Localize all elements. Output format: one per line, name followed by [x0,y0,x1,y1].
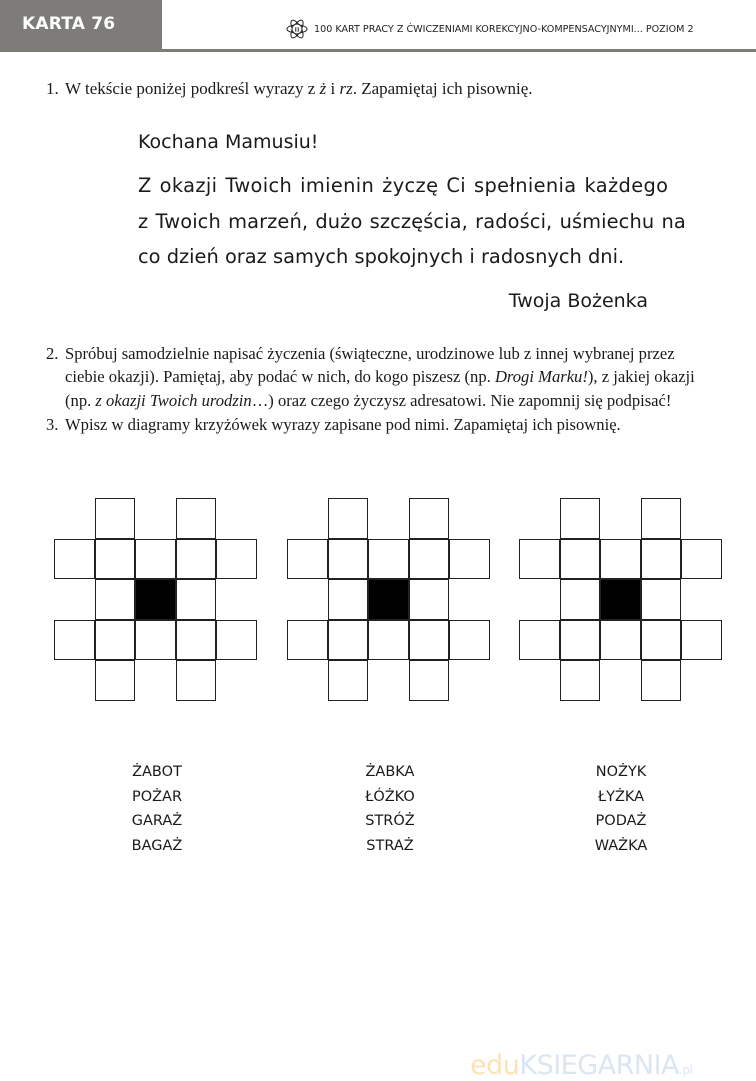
instruction-text: ciebie okazji). Pamiętaj, aby podać w nich, do kogo piszesz (np. [65,367,495,387]
word: ŻABOT [132,764,182,780]
crossword-cell[interactable] [560,539,601,580]
word: POŻAR [131,788,183,805]
watermark-part: edu [470,1050,520,1081]
task-number: 1. [46,79,59,98]
crossword-cell[interactable] [449,539,490,580]
crossword-cell[interactable] [560,660,601,701]
book-title-text: 100 KART PRACY Z ĆWICZENIAMI KOREKCYJNO-KOMPENSACYJNYMI... POZIOM 2 [314,23,694,35]
crossword-cell[interactable] [681,539,722,580]
crossword-grid-3 [519,498,722,701]
crossword-cell[interactable] [560,498,601,539]
crossword-cell[interactable] [641,579,682,620]
word: STRAŻ [366,837,414,854]
svg-text:II: II [294,26,300,34]
letter-line: co dzień oraz samych spokojnych i radosnych dni. [138,245,625,268]
crossword-cell[interactable] [368,539,409,580]
crossword-cell[interactable] [176,620,217,661]
task-number: 3. [46,415,59,434]
letter-greeting: Kochana Mamusiu! [138,131,319,153]
example-italic: z okazji Twoich urodzin [95,390,252,410]
watermark-part: .pl [679,1063,693,1077]
task-2 [46,342,756,412]
task-2-instruction [65,342,756,412]
crossword-cell[interactable] [176,660,217,701]
crossword-cell[interactable] [328,660,369,701]
task-number: 2. [46,344,59,363]
crossword-cell[interactable] [600,620,641,661]
word: ŁYŻKA [597,788,645,805]
atom-roman-two-icon [286,18,308,40]
word: GARAŻ [131,813,183,829]
example-italic: Drogi Marku! [494,367,588,387]
watermark-part: KSIEGARNIA [519,1050,680,1081]
crossword-cell[interactable] [135,539,176,580]
crossword-cell[interactable] [409,539,450,580]
crossword-cell[interactable] [560,579,601,620]
crossword-cell[interactable] [95,539,136,580]
crossword-cell[interactable] [287,539,328,580]
word: WAŻKA [594,837,648,854]
crossword-cell[interactable] [368,620,409,661]
letter-line: z Twoich marzeń, dużo szczęścia, radości, uśmiechu na [138,209,686,233]
crossword-black-cell [600,579,641,620]
crossword-cell[interactable] [95,660,136,701]
task-1-instruction [65,78,726,100]
book-title [286,18,694,40]
crossword-cell[interactable] [409,498,450,539]
crossword-cell[interactable] [95,498,136,539]
crossword-cell[interactable] [176,579,217,620]
task-3 [46,413,756,436]
instruction-text: (np. [65,390,96,410]
card-number-label: KARTA 76 [22,14,116,34]
instruction-text: …) oraz czego życzysz adresatowi. Nie zapomnij się podpisać! [251,390,672,410]
crossword-cell[interactable] [409,579,450,620]
crossword-cell[interactable] [449,620,490,661]
crossword-cell[interactable] [641,620,682,661]
instruction-text: W tekście poniżej podkreśl wyrazy z [65,79,320,98]
crossword-cell[interactable] [328,620,369,661]
word: NOŻYK [595,764,647,780]
word: BAGAŻ [131,837,183,854]
crossword-cell[interactable] [409,660,450,701]
instruction-line [65,365,756,388]
instruction-line [65,389,756,412]
crossword-cell[interactable] [287,620,328,661]
crossword-cell[interactable] [519,539,560,580]
card-number-tab [0,0,162,50]
crossword-cell[interactable] [519,620,560,661]
word-list-1 [87,760,227,858]
instruction-text: . Zapamiętaj ich pisownię. [352,79,533,98]
word-list-2 [320,760,460,858]
crossword-cell[interactable] [54,620,95,661]
task-3-instruction: Wpisz w diagramy krzyżówek wyrazy zapisane pod nimi. Zapamiętaj ich pisownię. [65,415,621,434]
crossword-cell[interactable] [328,498,369,539]
crossword-cell[interactable] [54,539,95,580]
crossword-cell[interactable] [216,620,257,661]
instruction-text: i [326,79,340,98]
watermark-logo [470,1050,692,1081]
header-divider [0,49,756,52]
word: PODAŻ [595,813,647,829]
word-list-3 [551,760,691,858]
crossword-black-cell [135,579,176,620]
crossword-cell[interactable] [641,498,682,539]
crossword-cell[interactable] [216,539,257,580]
crossword-grid-1 [54,498,257,701]
instruction-italic: ż [319,79,327,98]
instruction-italic: rz [339,79,353,98]
crossword-black-cell [368,579,409,620]
crossword-cell[interactable] [600,539,641,580]
crossword-cell[interactable] [95,579,136,620]
word: ŻABKA [365,764,415,780]
letter-line: Z okazji Twoich imienin życzę Ci spełnienia każdego [138,174,669,197]
crossword-cell[interactable] [135,620,176,661]
letter-signature: Twoja Bożenka [508,290,648,312]
letter-body [138,168,686,275]
crossword-cell[interactable] [176,539,217,580]
crossword-cell[interactable] [681,620,722,661]
crossword-cell[interactable] [176,498,217,539]
word: STRÓŻ [365,813,415,829]
crossword-cell[interactable] [560,620,601,661]
instruction-text: ), z jakiej okazji [587,367,695,387]
crossword-cell[interactable] [95,620,136,661]
crossword-cell[interactable] [641,660,682,701]
crossword-cell[interactable] [409,620,450,661]
crossword-cell[interactable] [641,539,682,580]
crossword-grid-2 [287,498,490,701]
instruction-line: Spróbuj samodzielnie napisać życzenia (świąteczne, urodzinowe lub z innej wybranej przez [65,344,675,363]
word: ŁÓŻKO [365,788,415,805]
crossword-cell[interactable] [328,539,369,580]
task-1 [46,78,726,100]
crossword-cell[interactable] [328,579,369,620]
